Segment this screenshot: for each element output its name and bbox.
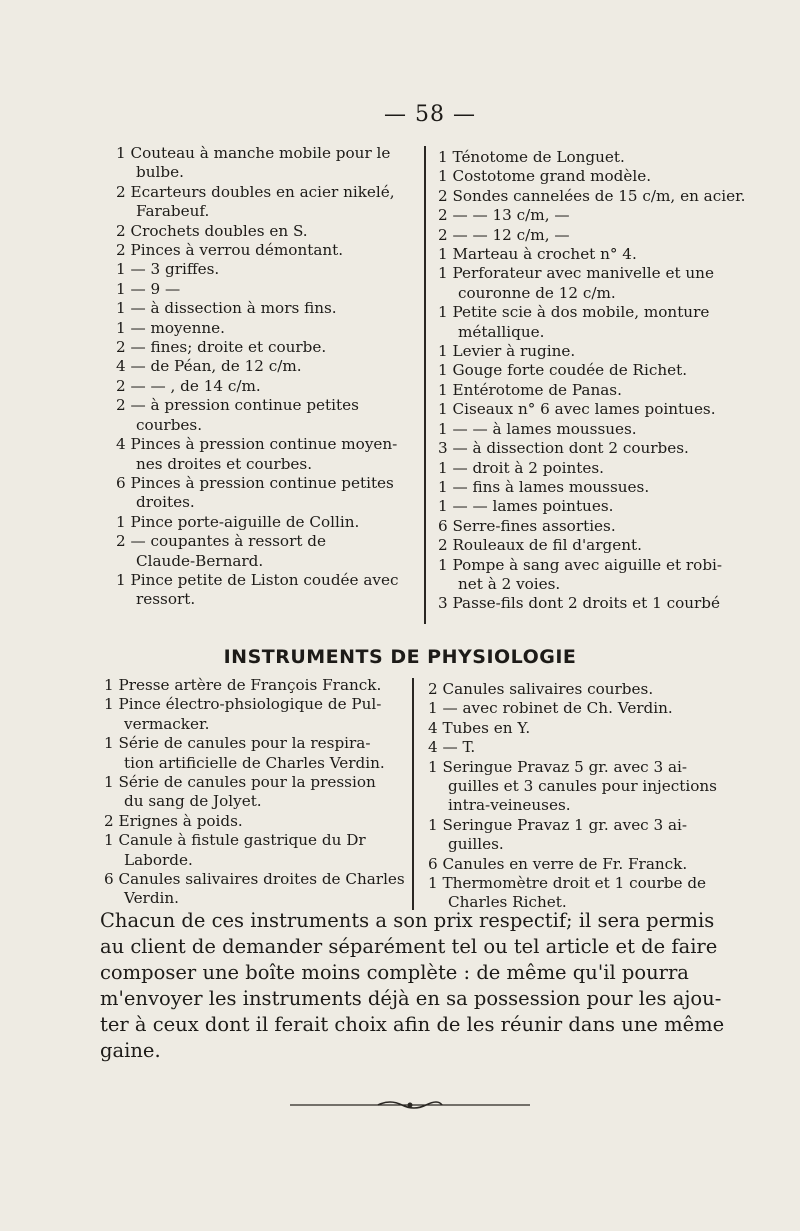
- paragraph-line: m'envoyer les instruments déjà en sa possession pour les ajou-: [100, 987, 722, 1010]
- list-item: guilles et 3 canules pour injections: [448, 777, 717, 796]
- list-item: 2 Canules salivaires courbes.: [428, 680, 654, 698]
- list-item: 1 Série de canules pour la respira-: [104, 734, 371, 753]
- list-item: 4 Tubes en Y.: [428, 718, 531, 737]
- list-item: tion artificielle de Charles Verdin.: [124, 753, 385, 772]
- paragraph-line: composer une boîte moins complète : de même qu'il pourra: [100, 961, 689, 984]
- paragraph-line: au client de demander séparément tel ou tel article et de faire: [100, 935, 718, 958]
- list-item: 1 — moyenne.: [116, 318, 225, 337]
- list-item: 3 Passe-fils dont 2 droits et 1 courbé: [438, 594, 720, 613]
- list-item: 1 — droit à 2 pointes.: [438, 458, 605, 477]
- list-item: métallique.: [458, 322, 545, 341]
- list-item: 1 — avec robinet de Ch. Verdin.: [428, 699, 673, 718]
- list-item: 1 — fins à lames moussues.: [438, 477, 650, 496]
- list-item: guilles.: [448, 835, 504, 854]
- list-item: 2 Erignes à poids.: [104, 811, 243, 830]
- list-item: 1 Perforateur avec manivelle et une: [438, 264, 714, 283]
- list-item: 1 — — à lames moussues.: [438, 419, 637, 438]
- upper-right-column: [438, 148, 746, 614]
- list-item: Verdin.: [124, 889, 180, 908]
- list-item: 1 Pince électro-phsiologique de Pul-: [104, 695, 382, 714]
- paragraph-line: ter à ceux dont il ferait choix afin de les réunir dans une même: [100, 1013, 725, 1036]
- list-item: droites.: [136, 493, 195, 512]
- list-item: 2 — — 12 c/m, —: [438, 225, 570, 244]
- ornamental-divider: [290, 1098, 530, 1112]
- section-title: INSTRUMENTS DE PHYSIOLOGIE: [223, 646, 577, 668]
- lower-left-column: [104, 676, 404, 909]
- list-item: 1 Ciseaux n° 6 avec lames pointues.: [438, 400, 716, 419]
- upper-column-divider: [424, 146, 426, 624]
- list-item: 6 Pinces à pression continue petites: [116, 473, 394, 492]
- paragraph-line: gaine.: [100, 1039, 161, 1062]
- upper-left-column: [116, 144, 416, 610]
- list-item: bulbe.: [136, 163, 184, 182]
- list-item: 1 — 9 —: [116, 279, 181, 298]
- list-item: 1 Couteau à manche mobile pour le: [116, 144, 391, 162]
- list-item: 1 Costotome grand modèle.: [438, 167, 652, 186]
- list-item: 1 Série de canules pour la pression: [104, 773, 376, 792]
- list-item: vermacker.: [124, 714, 210, 733]
- list-item: intra-veineuses.: [448, 796, 571, 815]
- list-item: 1 Ténotome de Longuet.: [438, 148, 625, 166]
- list-item: 2 Rouleaux de fil d'argent.: [438, 536, 642, 555]
- list-item: 1 Pince petite de Liston coudée avec: [116, 570, 399, 589]
- lower-right-column: [428, 680, 728, 913]
- paragraph-line: Chacun de ces instruments a son prix respectif; il sera permis: [100, 909, 715, 932]
- list-item: 1 — 3 griffes.: [116, 260, 220, 279]
- list-item: 2 Sondes cannelées de 15 c/m, en acier.: [438, 186, 746, 205]
- list-item: 1 Pince porte-aiguille de Collin.: [116, 512, 360, 531]
- list-item: couronne de 12 c/m.: [458, 283, 616, 302]
- list-item: 2 Pinces à verrou démontant.: [116, 241, 344, 260]
- list-item: ressort.: [136, 590, 196, 609]
- list-item: 1 Levier à rugine.: [438, 342, 576, 361]
- closing-paragraph: [100, 908, 730, 1064]
- list-item: 1 Seringue Pravaz 5 gr. avec 3 ai-: [428, 757, 688, 776]
- list-item: 2 — fines; droite et courbe.: [116, 338, 327, 357]
- list-item: Farabeuf.: [136, 202, 210, 221]
- list-item: 6 Canules en verre de Fr. Franck.: [428, 854, 688, 873]
- list-item: 1 Canule à fistule gastrique du Dr: [104, 831, 366, 850]
- list-item: net à 2 voies.: [458, 574, 561, 593]
- list-item: 1 Seringue Pravaz 1 gr. avec 3 ai-: [428, 815, 688, 834]
- list-item: courbes.: [136, 415, 203, 434]
- list-item: 3 — à dissection dont 2 courbes.: [438, 439, 689, 458]
- page-number: — 58 —: [384, 102, 476, 127]
- list-item: 2 Ecarteurs doubles en acier nikelé,: [116, 182, 395, 201]
- list-item: 2 — coupantes à ressort de: [116, 532, 326, 551]
- list-item: 6 Canules salivaires droites de Charles: [104, 870, 405, 889]
- list-item: 1 Presse artère de François Franck.: [104, 676, 382, 694]
- list-item: 2 Crochets doubles en S.: [116, 221, 308, 240]
- list-item: 4 — de Péan, de 12 c/m.: [116, 357, 302, 376]
- lower-column-divider: [412, 678, 414, 910]
- list-item: 2 — — , de 14 c/m.: [116, 376, 261, 395]
- list-item: 1 Pompe à sang avec aiguille et robi-: [438, 555, 723, 574]
- list-item: 4 — T.: [428, 738, 476, 757]
- list-item: 1 — à dissection à mors fins.: [116, 299, 337, 318]
- list-item: 1 — — lames pointues.: [438, 497, 614, 516]
- list-item: Claude-Bernard.: [136, 551, 264, 570]
- list-item: 4 Pinces à pression continue moyen-: [116, 435, 398, 454]
- list-item: 1 Gouge forte coudée de Richet.: [438, 361, 688, 380]
- list-item: 2 — — 13 c/m, —: [438, 206, 570, 225]
- list-item: 1 Thermomètre droit et 1 courbe de: [428, 874, 707, 893]
- list-item: Charles Richet.: [448, 893, 567, 912]
- list-item: Laborde.: [124, 850, 193, 869]
- list-item: du sang de Jolyet.: [124, 792, 262, 811]
- list-item: 1 Marteau à crochet n° 4.: [438, 245, 637, 264]
- list-item: 1 Petite scie à dos mobile, monture: [438, 303, 710, 322]
- list-item: 1 Entérotome de Panas.: [438, 380, 622, 399]
- list-item: 2 — à pression continue petites: [116, 396, 359, 415]
- list-item: nes droites et courbes.: [136, 454, 313, 473]
- list-item: 6 Serre-fines assorties.: [438, 516, 616, 535]
